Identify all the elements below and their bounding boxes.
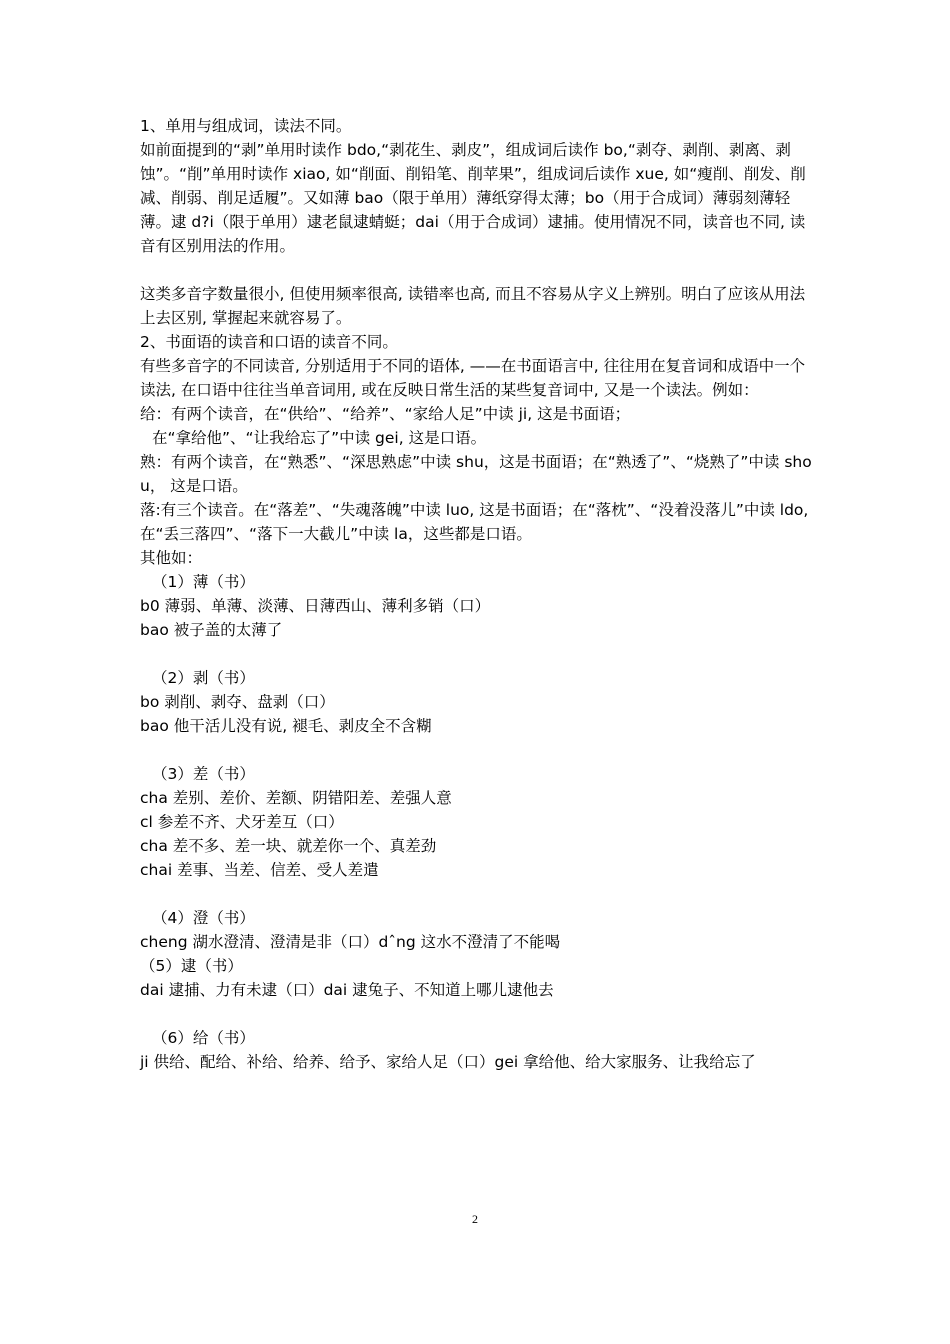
blank-line bbox=[140, 258, 812, 282]
blank-line bbox=[140, 642, 812, 666]
example-line-luo: 落:有三个读音。在“落差”、“失魂落魄”中读 luo, 这是书面语；在“落枕”、“没着没落儿”中读 ldo,在“丢三落四”、“落下一大截儿”中读 la，这些都是口语。 bbox=[140, 501, 809, 543]
list-line: dai 逮捕、力有未逮（口）dai 逮兔子、不知道上哪儿逮他去 bbox=[140, 981, 554, 999]
example-line-gei-cont: 在“拿给他”、“让我给忘了”中读 gei, 这是口语。 bbox=[152, 429, 487, 447]
list-line: bao 他干活儿没有说, 褪毛、剥皮全不含糊 bbox=[140, 717, 432, 735]
list-heading-3: （3）差（书） bbox=[152, 765, 255, 783]
section-heading-2: 2、书面语的读音和口语的读音不同。 bbox=[140, 333, 398, 351]
blank-line bbox=[140, 882, 812, 906]
list-line: ji 供给、配给、补给、给养、给予、家给人足（口）gei 拿给他、给大家服务、让我给忘了 bbox=[140, 1053, 756, 1071]
list-heading-1: （1）薄（书） bbox=[152, 573, 255, 591]
list-line: cl 参差不齐、犬牙差互（口） bbox=[140, 813, 344, 831]
list-line: b0 薄弱、单薄、淡薄、日薄西山、薄利多销（口） bbox=[140, 597, 491, 615]
blank-line bbox=[140, 738, 812, 762]
document-body bbox=[140, 114, 812, 1074]
paragraph: 这类多音字数量很小, 但使用频率很高, 读错率也高, 而且不容易从字义上辨别。明白了应该从用法上去区别, 掌握起来就容易了。 bbox=[140, 285, 806, 327]
list-line: cheng 湖水澄清、澄清是非（口）dˆng 这水不澄清了不能喝 bbox=[140, 933, 561, 951]
list-heading-4: （4）澄（书） bbox=[152, 909, 255, 927]
example-line-shu: 熟：有两个读音，在“熟悉”、“深思熟虑”中读 shu，这是书面语；在“熟透了”、“烧熟了”中读 shou， 这是口语。 bbox=[140, 453, 812, 495]
paragraph: 如前面提到的“剥”单用时读作 bdo,“剥花生、剥皮”，组成词后读作 bo,“剥夺、剥削、剥离、剥蚀”。“削”单用时读作 xiao, 如“削面、削铅笔、削苹果”，组成词后读作 xue, 如“瘦削、削发、削减、削弱、削足适履”。又如薄 bao（限于单用）薄纸穿得太薄；bo（用于合成词）薄弱刻薄轻薄。逮 d?i（限于单用）逮老鼠逮蜻蜓；dai（用于合成词）逮捕。使用情况不同，读音也不同, 读音有区别用法的作用。 bbox=[140, 141, 806, 255]
list-line: chai 差事、当差、信差、受人差遣 bbox=[140, 861, 379, 879]
list-line: cha 差不多、差一块、就差你一个、真差劲 bbox=[140, 837, 437, 855]
list-heading-6: （6）给（书） bbox=[152, 1029, 255, 1047]
list-line: bao 被子盖的太薄了 bbox=[140, 621, 283, 639]
example-line-gei: 给：有两个读音，在“供给”、“给养”、“家给人足”中读 ji, 这是书面语； bbox=[140, 405, 631, 423]
list-heading-5: （5）逮（书） bbox=[140, 957, 243, 975]
section-heading-1: 1、单用与组成词，读法不同。 bbox=[140, 117, 352, 135]
paragraph: 有些多音字的不同读音, 分别适用于不同的语体, ——在书面语言中, 往往用在复音词和成语中一个读法, 在口语中往往当单音词用, 或在反映日常生活的某些复音词中, 又是一个读法。例如： bbox=[140, 357, 806, 399]
list-line: cha 差别、差价、差额、阴错阳差、差强人意 bbox=[140, 789, 452, 807]
list-intro: 其他如： bbox=[140, 549, 203, 567]
list-heading-2: （2）剥（书） bbox=[152, 669, 255, 687]
blank-line bbox=[140, 1002, 812, 1026]
page-number: 2 bbox=[472, 1212, 478, 1226]
list-line: bo 剥削、剥夺、盘剥（口） bbox=[140, 693, 335, 711]
